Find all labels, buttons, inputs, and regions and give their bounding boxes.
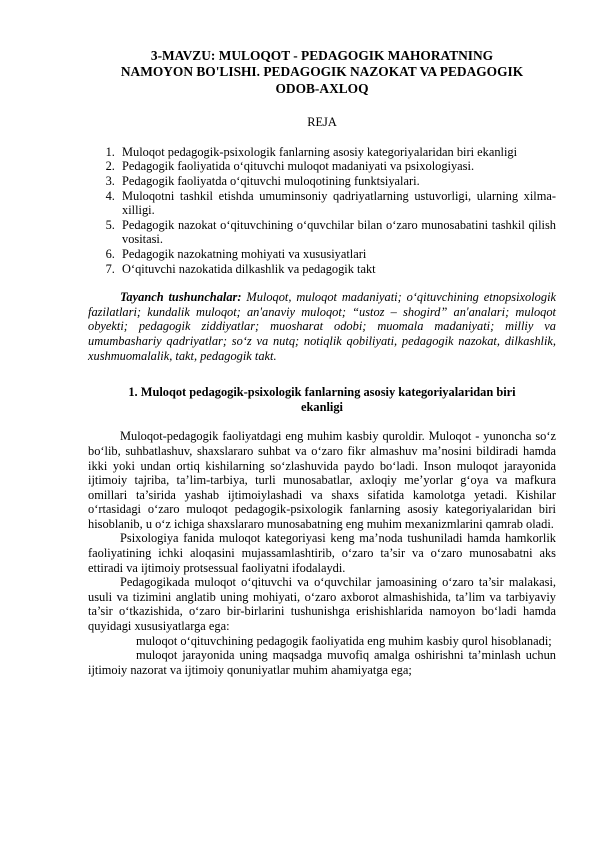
feature-item: muloqot o‘qituvchining pedagogik faoliyatida eng muhim kasbiy qurol hisoblanadi; [136,633,552,648]
plan-item: 1. Muloqot pedagogik-psixologik fanlarning asosiy kategoriyalaridan biri ekanligi [118,145,556,160]
plan-item: 2. Pedagogik faoliyatida o‘qituvchi muloqot madaniyati va psixologiyasi. [118,159,556,174]
plan-item: 6. Pedagogik nazokatning mohiyati va xususiyatlari [118,247,556,262]
plan-heading: REJA [307,115,337,130]
plan-item: 5. Pedagogik nazokat o‘qituvchining o‘quvchilar bilan o‘zaro munosabatini tashkil qilish vositasi. [118,218,556,247]
title-line-2: NAMOYON BO'LISHI. PEDAGOGIK NAZOKAT VA PEDAGOGIK [120,64,524,80]
plan-item: 3. Pedagogik faoliyatda o‘qituvchi muloqotining funktsiyalari. [118,174,556,189]
plan-item: 4. Muloqotni tashkil etishda umuminsoniy qadriyatlarning ustuvorligi, ularning xilma-xilligi. [118,189,556,218]
section-heading [88,385,556,414]
body-paragraph: Pedagogikada muloqot o‘qituvchi va o‘quvchilar jamoasining o‘zaro ta’sir malakasi, usuli va tizimini anglatib uning mohiyati, o‘zaro axborot almashishida, ta’lim va tarbiyaviy ta’sir o‘tkazishida, o‘zaro bir-birlarini tushunishga erishishlarida namoyon bo‘ladi hamda quyidagi xususiyatlarga ega: [88,575,556,634]
key-terms-paragraph [88,290,556,363]
key-terms-text: Muloqot, muloqot madaniyati; o‘qituvchining etnopsixologik fazilatlari; kundalik muloqot; an'anaviy muloqot; “ustoz – shogird” an'analari; muloqot obyekti; pedagogik ziddiyatlar; muosharat odobi; muomala madaniyati; milliy va umumbashariy qadriyatlar; so‘z va nutq; notiqlik qobiliyati, pedagogik nazokat, dilkashlik, xushmuomalalik, takt, pedagogik takt. [88,290,557,363]
feature-item: muloqot jarayonida uning maqsadga muvofiq amalga oshirishni ta’minlash uchun ijtimoiy nazorat va ijtimoiy qonuniyatlar muhim ahamiyatga ega; [88,648,556,677]
body-paragraph: Psixologiya fanida muloqot kategoriyasi keng ma’noda tushuniladi hamda hamkorlik faoliyatining ichki aloqasini mujassamlashtirib, o‘zaro ta’sir va o‘zaro munosabatni aks ettiradi va ijtimoiy protsessual faoliyatni ifodalaydi. [88,531,556,575]
plan-list [88,145,556,276]
title-line-3: ODOB-AXLOQ [275,80,369,96]
document-title [88,48,556,97]
body-paragraph: Muloqot-pedagogik faoliyatdagi eng muhim kasbiy quroldir. Muloqot - yunoncha so‘z bo‘lib, suhbatlashuv, shaxslararo suhbat va o‘zaro fikr almashuv ma’nosini bildiradi hamda ikki yoki undan ortiq kishilarning so‘zlashuvida paydo bo‘ladi. Inson muloqot jarayonida ijtimoiy tajriba, ta’lim-tarbiya, turli munosabatlar, axloqiy me’yorlar g‘oya va mafkura omillari ta’sirida yashab ijtimoiylashadi va shaxs sifatida kamolotga yetadi. Kishilar o‘rtasidagi o‘zaro muloqot pedagogik-psixologik fanlarning asosiy kategoriyalaridan biri hisoblanib, u o‘z ichiga shaxslararo munosabatning eng muhim mexanizmlarini qamrab oladi. [88,429,556,531]
key-terms-label: Tayanch tushunchalar: [120,290,242,305]
section-heading-line-1: 1. Muloqot pedagogik-psixologik fanlarning asosiy kategoriyalaridan biri [128,385,516,400]
plan-item: 7. O‘qituvchi nazokatida dilkashlik va pedagogik takt [118,262,556,277]
title-line-1: 3-MAVZU: MULOQOT - PEDAGOGIK MAHORATNING [150,48,494,63]
section-heading-line-2: ekanligi [301,399,343,414]
